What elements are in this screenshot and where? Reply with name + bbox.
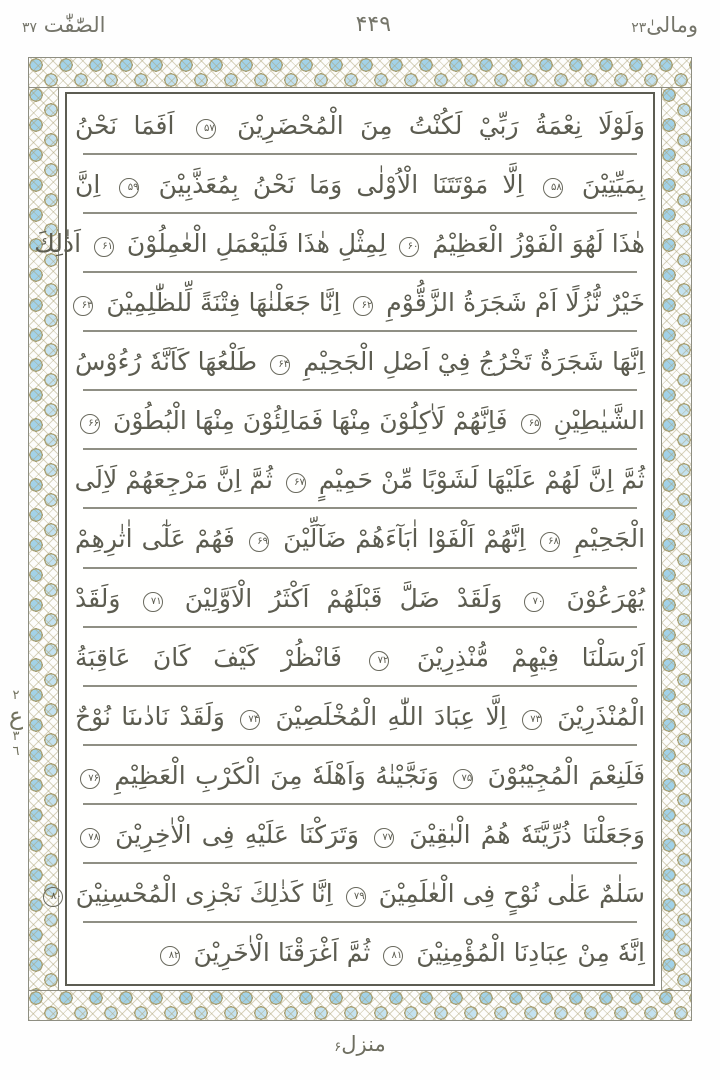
verse-end-marker: ۶۲ xyxy=(353,296,373,316)
verse-text: وَلَقَدْ نَادٰىنَا نُوْحٌ xyxy=(75,701,225,731)
verse-text: فَانْظُرْ كَيْفَ كَانَ عَاقِبَةُ xyxy=(75,642,342,672)
quran-text-line xyxy=(75,509,645,568)
border-band-right xyxy=(661,88,691,990)
juz-label xyxy=(631,8,698,45)
ruku-middle-number: ۳ xyxy=(12,729,20,744)
quran-text-line xyxy=(75,273,645,332)
quran-text-line xyxy=(75,746,645,805)
quran-text-line xyxy=(75,569,645,628)
verse-end-marker: ۶۷ xyxy=(286,473,306,493)
verse-text: فَلَنِعْمَ الْمُجِيْبُوْنَ xyxy=(487,760,646,790)
verse-text: وَلَقَدْ ضَلَّ قَبْلَهُمْ اَكْثَرُ الْاَوَّلِيْنَ xyxy=(184,583,503,613)
border-band-top xyxy=(29,58,691,88)
verse-end-marker: ۵۹ xyxy=(119,178,139,198)
verse-text: اِنَّهَا شَجَرَةٌ تَخْرُجُ فِيْ اَصْلِ الْجَحِيْمِ xyxy=(303,347,646,377)
verse-end-marker: ۷۲ xyxy=(369,651,389,671)
ruku-top-number: ۲ xyxy=(12,688,20,703)
verse-text: اِنَّا جَعَلْنٰهَا فِتْنَةً لِّلظّٰلِمِيْنَ xyxy=(106,288,341,318)
verse-text: فَاِنَّهُمْ لَاٰكِلُوْنَ مِنْهَا فَمَالِئُوْنَ مِنْهَا الْبُطُوْنَ xyxy=(112,406,508,436)
verse-end-marker: ۷۳ xyxy=(522,710,542,730)
quran-text-line xyxy=(75,805,645,864)
verse-text: خَيْرٌ نُّزُلًا اَمْ شَجَرَةُ الزَّقُّوْمِ xyxy=(386,288,645,318)
juz-number: ۲۳ xyxy=(631,20,647,36)
verse-end-marker: ۷۴ xyxy=(240,710,260,730)
verse-text: وَتَرَكْنَا عَلَيْهِ فِى الْاٰخِرِيْنَ xyxy=(115,819,359,849)
verse-text: وَنَجَّيْنٰهُ وَاَهْلَهٗ مِنَ الْكَرْبِ الْعَظِيْمِ xyxy=(114,760,439,790)
quran-text-line xyxy=(75,450,645,509)
verse-end-marker: ۷۸ xyxy=(80,828,100,848)
verse-text: ثُمَّ اِنَّ مَرْجِعَهُمْ لَاِلَى xyxy=(74,465,273,495)
verse-text: ثُمَّ اَغْرَقْنَا الْاٰخَرِيْنَ xyxy=(193,937,371,967)
quran-text-line xyxy=(75,391,645,450)
verse-end-marker: ۸۱ xyxy=(383,946,403,966)
verse-end-marker: ۸۲ xyxy=(160,946,180,966)
verse-end-marker: ۶۱ xyxy=(94,237,114,257)
verse-text: يُهْرَعُوْنَ xyxy=(566,583,645,613)
surah-name: الصّٰفّٰت xyxy=(43,13,106,37)
ruku-bottom-number: ٦ xyxy=(12,744,20,759)
verse-text: بِمَيِّتِيْنَ xyxy=(581,170,645,200)
ruku-marker xyxy=(4,688,28,759)
verse-end-marker: ۷۷ xyxy=(374,828,394,848)
verse-end-marker: ۶۹ xyxy=(249,532,269,552)
verse-text: اَذٰلِكَ xyxy=(34,229,82,259)
verse-end-marker: ۷۱ xyxy=(143,592,163,612)
quran-text-line xyxy=(75,96,645,155)
verse-end-marker: ۷۵ xyxy=(453,769,473,789)
verse-end-marker: ۶۴ xyxy=(270,355,290,375)
verse-text: ثُمَّ اِنَّ لَهُمْ عَلَيْهَا لَشَوْبًا مِّنْ حَمِيْمٍ xyxy=(318,465,645,495)
verse-end-marker: ۷۹ xyxy=(346,887,366,907)
verse-text: اَرْسَلْنَا فِيْهِمْ مُّنْذِرِيْنَ xyxy=(416,642,645,672)
verse-end-marker: ۶۰ xyxy=(399,237,419,257)
manzil-number: ۶ xyxy=(334,1040,342,1055)
verse-text: وَلَقَدْ xyxy=(75,583,121,613)
verse-end-marker: ۶۳ xyxy=(73,296,93,316)
verse-end-marker: ۵۷ xyxy=(196,119,216,139)
quran-text-line xyxy=(75,628,645,687)
verse-end-marker: ۶۸ xyxy=(540,532,560,552)
quran-text-line xyxy=(75,155,645,214)
quran-text-line xyxy=(75,332,645,391)
ornamental-frame xyxy=(28,57,692,1021)
verse-text: اِنَّ xyxy=(75,170,101,200)
verse-text: لِمِثْلِ هٰذَا فَلْيَعْمَلِ الْعٰمِلُوْنَ xyxy=(126,229,387,259)
verse-text: فَهُمْ عَلٰٓى اٰثٰرِهِمْ xyxy=(75,524,235,554)
verse-end-marker: ۷۶ xyxy=(80,769,100,789)
verse-text: اِنَّا كَذٰلِكَ نَجْزِى الْمُحْسِنِيْنَ xyxy=(75,878,333,908)
border-band-bottom xyxy=(29,990,691,1020)
quran-text-line xyxy=(75,687,645,746)
verse-end-marker: ۸۰ xyxy=(43,887,63,907)
quran-text-line xyxy=(34,214,645,273)
verse-end-marker: ۶۵ xyxy=(521,414,541,434)
verse-text: اِلَّا مَوْتَتَنَا الْاُوْلٰى وَمَا نَحْنُ بِمُعَذَّبِيْنَ xyxy=(158,170,524,200)
verse-text: الشَّيٰطِيْنِ xyxy=(553,406,645,436)
manzil-footer xyxy=(0,1032,720,1056)
ruku-ain-letter: ع xyxy=(8,702,24,730)
verse-text: اِلَّا عِبَادَ اللّٰهِ الْمُخْلَصِيْنَ xyxy=(275,701,507,731)
verse-text: وَلَوْلَا نِعْمَةُ رَبِّيْ لَكُنْتُ مِنَ الْمُحْضَرِيْنَ xyxy=(237,111,645,140)
verse-text: اِنَّهُمْ اَلْفَوْا اٰبَآءَهُمْ ضَآلِّيْنَ xyxy=(283,524,526,554)
verse-end-marker: ۷۰ xyxy=(524,592,544,612)
page-header xyxy=(22,8,698,46)
verse-text: سَلٰمٌ عَلٰى نُوْحٍ فِى الْعٰلَمِيْنَ xyxy=(378,878,645,908)
verse-text: الْمُنْذَرِيْنَ xyxy=(557,701,646,731)
verse-end-marker: ۵۸ xyxy=(543,178,563,198)
verse-text: اِنَّهٗ مِنْ عِبَادِنَا الْمُؤْمِنِيْنَ xyxy=(416,937,645,967)
verse-text: هٰذَا لَهُوَ الْفَوْزُ الْعَظِيْمُ xyxy=(432,229,645,259)
surah-label xyxy=(22,8,105,45)
quran-text-line xyxy=(75,923,645,982)
verse-text: الْجَحِيْمِ xyxy=(574,524,646,554)
verse-end-marker: ۶۶ xyxy=(80,414,100,434)
manzil-label: منزل xyxy=(341,1032,386,1056)
surah-number: ۳۷ xyxy=(22,20,38,36)
quran-text-line xyxy=(50,864,645,923)
juz-name: ومالىٰ xyxy=(646,13,698,37)
text-panel xyxy=(34,92,655,986)
verse-text: اَفَمَا نَحْنُ xyxy=(75,111,175,140)
page-number: ۴۴۹ xyxy=(355,12,392,37)
verse-text: وَجَعَلْنَا ذُرِّيَّتَهٗ هُمُ الْبٰقِيْنَ xyxy=(409,819,646,849)
verse-text: طَلْعُهَا كَاَنَّهٗ رُءُوْسُ xyxy=(75,347,257,377)
